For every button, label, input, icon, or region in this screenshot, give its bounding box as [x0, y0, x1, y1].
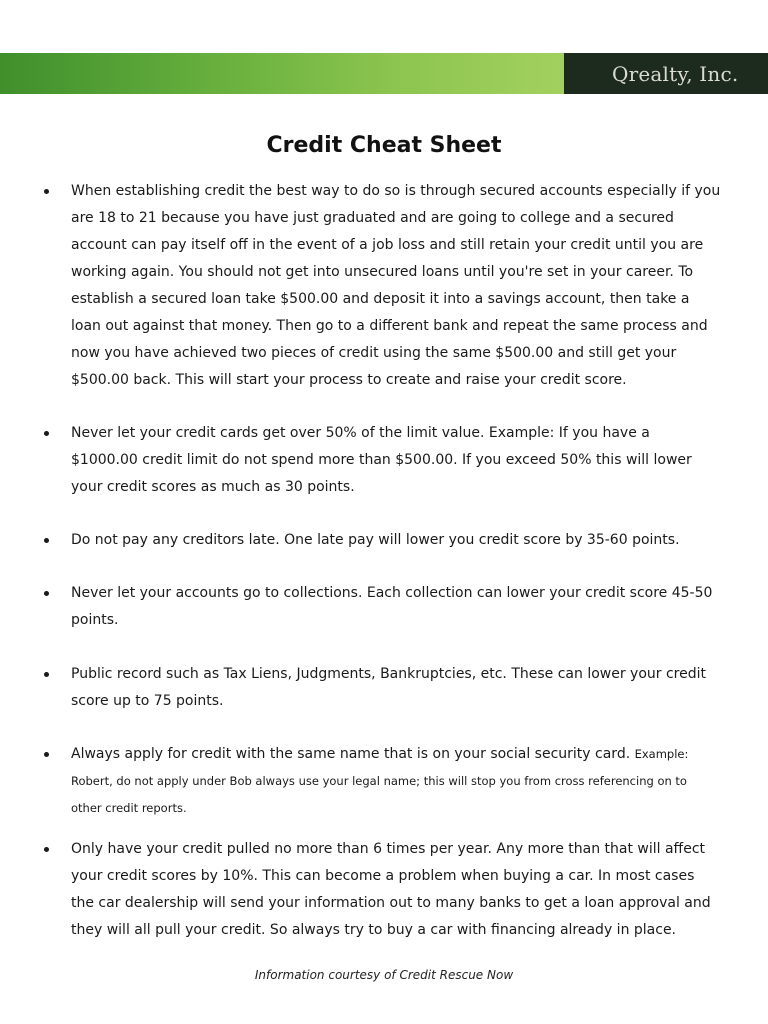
page-title: Credit Cheat Sheet: [266, 133, 502, 158]
bullet-text: Only have your credit pulled no more than 6 times per year. Any more than that will affect your credit scores by 10%. This can become a problem when buying a car. In most cases the car dealership will send your information out to many banks to get a loan approval and they will all pull your credit. So always try to buy a car with financing already in place.: [71, 841, 711, 938]
list-item: [71, 836, 721, 944]
bullet-icon: [44, 591, 49, 596]
bullet-text: Never let your credit cards get over 50% of the limit value. Example: If you have a $1000.00 credit limit do not spend more than $500.00. If you exceed 50% this will lower your credit scores as much as 30 points.: [71, 425, 692, 495]
bullet-icon: [44, 431, 49, 436]
list-item: [71, 420, 721, 501]
header-green-bar: [0, 53, 564, 94]
list-item: [71, 527, 721, 554]
company-logo-text: Qrealty, Inc.: [612, 61, 739, 86]
bullet-example-text: Example: Robert, do not apply under Bob always use your legal name; this will stop you from cross referencing on to other credit reports.: [71, 747, 689, 815]
bullet-text: Always apply for credit with the same name that is on your social security card.: [71, 746, 631, 762]
bullet-icon: [44, 189, 49, 194]
header-band: [0, 53, 768, 94]
list-item: [71, 661, 721, 715]
list-item: [71, 741, 721, 822]
bullet-text: Public record such as Tax Liens, Judgments, Bankruptcies, etc. These can lower your credit score up to 75 points.: [71, 666, 707, 709]
bullet-icon: [44, 538, 49, 543]
bullet-icon: [44, 752, 49, 757]
bullet-text: Never let your accounts go to collections. Each collection can lower your credit score 45-50 points.: [71, 585, 713, 628]
list-item: [71, 178, 721, 394]
list-item: [71, 580, 721, 634]
bullet-text: When establishing credit the best way to do so is through secured accounts especially if you are 18 to 21 because you have just graduated and are going to college and a secured account can pay itself off in the event of a job loss and still retain your credit until you are working again. You should not get into unsecured loans until you're set in your career. To establish a secured loan take $500.00 and deposit it into a savings account, then take a loan out against that money. Then go to a different bank and repeat the same process and now you have achieved two pieces of credit using the same $500.00 and still get your $500.00 back. This will start your process to create and raise your credit score.: [71, 183, 721, 388]
footer-credit: Information courtesy of Credit Rescue Now: [254, 968, 514, 982]
bullet-icon: [44, 847, 49, 852]
bullet-text: Do not pay any creditors late. One late pay will lower you credit score by 35-60 points.: [71, 532, 680, 548]
bullet-icon: [44, 672, 49, 677]
header-logo-area: [564, 53, 768, 94]
